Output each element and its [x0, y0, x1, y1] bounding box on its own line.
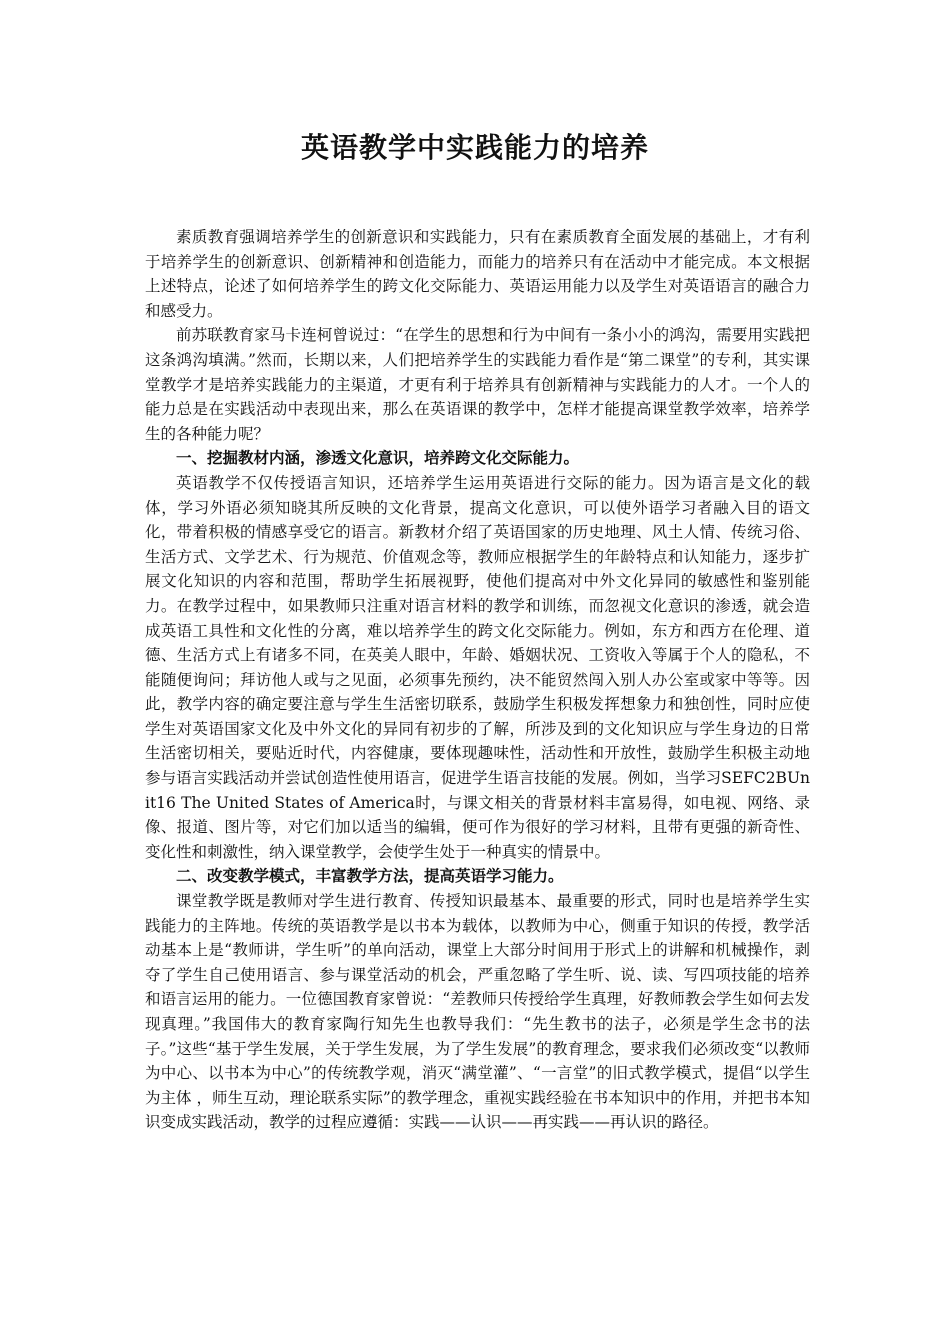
paragraph-intro: 素质教育强调培养学生的创新意识和实践能力，只有在素质教育全面发展的基础上，才有利于培养学生的创新意识、创新精神和创造能力，而能力的培养只有在活动中才能完成。本文根据上述特点，论述了如何培养学生的跨文化交际能力、英语运用能力以及学生对英语语言的融合力和感受力。	[145, 228, 810, 320]
document-body	[145, 225, 810, 1135]
section-heading-1: 一、挖掘教材内涵，渗透文化意识，培养跨文化交际能力。	[176, 448, 580, 468]
paragraph-section-2: 课堂教学既是教师对学生进行教育、传授知识最基本、最重要的形式，同时也是培养学生实践能力的主阵地。传统的英语教学是以书本为载体，以教师为中心，侧重于知识的传授，教学活动基本上是“教师讲，学生听”的单向活动，课堂上大部分时间用于形式上的讲解和机械操作，剥夺了学生自己使用语言、参与课堂活动的机会，严重忽略了学生听、说、读、写四项技能的培养和语言运用的能力。一位德国教育家曾说：“差教师只传授给学生真理，好教师教会学生如何去发现真理。”我国伟大的教育家陶行知先生也教导我们：“先生教书的法子，必须是学生念书的法子。”这些“基于学生发展，关于学生发展，为了学生发展”的教育理念，要求我们必须改变“以教师为中心、以书本为中心”的传统教学观，消灭“满堂灌”、“一言堂”的旧式教学模式，提倡“以学生为主体 ，师生互动，理论联系实际”的教学理念，重视实践经验在书本知识中的作用，并把书本知识变成实践活动，教学的过程应遵循：实践——认识——再实践——再认识的路径。	[145, 892, 810, 1132]
paragraph-section-1: 英语教学不仅传授语言知识，还培养学生运用英语进行交际的能力。因为语言是文化的载体，学习外语必须知晓其所反映的文化背景，提高文化意识，可以使外语学习者融入目的语文化，带着积极的情感享受它的语言。新教材介绍了英语国家的历史地理、风土人情、传统习俗、生活方式、文学艺术、行为规范、价值观念等，教师应根据学生的年龄特点和认知能力，逐步扩展文化知识的内容和范围，帮助学生拓展视野，使他们提高对中外文化异同的敏感性和鉴别能力。在教学过程中，如果教师只注重对语言材料的教学和训练，而忽视文化意识的渗透，就会造成英语工具性和文化性的分离，难以培养学生的跨文化交际能力。例如，东方和西方在伦理、道德、生活方式上有诸多不同，在英美人眼中，年龄、婚姻状况、工资收入等属于个人的隐私，不能随便询问；拜访他人或与之见面，必须事先预约，决不能贸然闯入别人办公室或家中等等。因此，教学内容的确定要注意与学生生活密切联系，鼓励学生积极发挥想象力和独创性，同时应使学生对英语国家文化及中外文化的异同有初步的了解，所涉及到的文化知识应与学生身边的日常生活密切相关，要贴近时代，内容健康，要体现趣味性，活动性和开放性，鼓励学生积极主动地参与语言实践活动并尝试创造性使用语言，促进学生语言技能的发展。例如，当学习SEFC2BUnit16 The United States of America时，与课文相关的背景材料丰富易得，如电视、网络、录像、报道、图片等，对它们加以适当的编辑，便可作为很好的学习材料，且带有更强的新奇性、变化性和刺激性，纳入课堂教学，会使学生处于一种真实的情景中。	[145, 473, 810, 861]
document-title: 英语教学中实践能力的培养	[300, 131, 649, 164]
section-heading-2: 二、改变教学模式，丰富教学方法，提高英语学习能力。	[176, 866, 564, 886]
paragraph-makarenko-quote: 前苏联教育家马卡连柯曾说过：“在学生的思想和行为中间有一条小小的鸿沟，需要用实践把这条鸿沟填满。”然而，长期以来，人们把培养学生的实践能力看作是“第二课堂”的专利，其实课堂教学才是培养实践能力的主渠道，才更有利于培养具有创新精神与实践能力的人才。一个人的能力总是在实践活动中表现出来，那么在英语课的教学中，怎样才能提高课堂教学效率，培养学生的各种能力呢？	[145, 326, 810, 443]
